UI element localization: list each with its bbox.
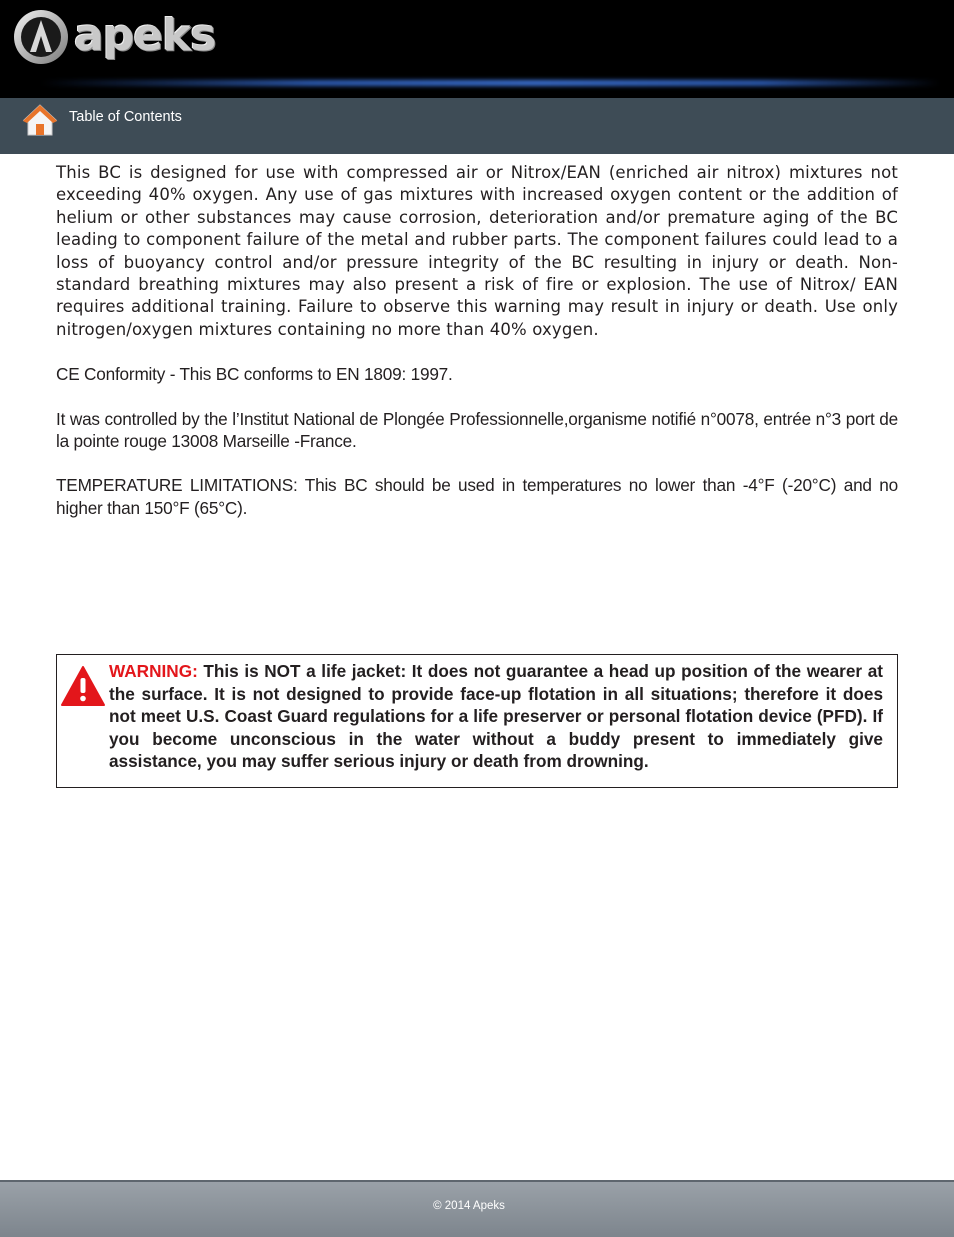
ce-conformity-paragraph: CE Conformity - This BC conforms to EN 1809: 1997.: [56, 364, 453, 385]
main-content: [56, 162, 898, 519]
nitrox-paragraph: This BC is designed for use with compressed air or Nitrox/EAN (enriched air nitrox) mixtures not exceeding 40% oxygen. Any use of gas mixtures with increased oxygen content or the addition of helium or other substances may cause corrosion, deterioration and/or premature aging of the BC leading to component failure of the metal and rubber parts. The component failures could lead to a loss of buoyancy control and/or pressure integrity of the BC resulting in injury or death. Non-standard breathing mixtures may also present a risk of fire or explosion. The use of Nitrox/ EAN requires additional training. Failure to observe this warning may result in injury or death. Use only nitrogen/oxygen mixtures containing no more than 40% oxygen.: [56, 163, 898, 339]
navigation-bar: [0, 98, 954, 154]
controlled-by-paragraph: It was controlled by the l’Institut National de Plongée Professionnelle,organisme notifié n°0078, entrée n°3 port de la pointe rouge 13008 Marseille -France.: [56, 408, 898, 452]
apeks-logo-icon: [12, 8, 70, 66]
warning-text: [109, 660, 883, 773]
table-of-contents-link[interactable]: Table of Contents: [69, 109, 182, 125]
header-glow-line: [40, 80, 940, 86]
temperature-limitations-paragraph: TEMPERATURE LIMITATIONS: This BC should be used in temperatures no lower than -4°F (-20°C) and no higher than 150°F (65°C).: [56, 475, 898, 518]
page-header: [0, 0, 954, 98]
warning-box: [56, 654, 898, 788]
warning-triangle-icon: [60, 665, 106, 707]
brand-wordmark: apeks: [74, 10, 216, 61]
copyright-text: © 2014 Apeks: [433, 1200, 505, 1212]
warning-label: WARNING:: [109, 661, 198, 681]
home-icon[interactable]: [22, 103, 58, 137]
warning-body: This is NOT a life jacket: It does not guarantee a head up position of the wearer at the surface. It is not designed to provide face-up flotation in all situations; therefore it does not meet U.S. Coast Guard regulations for a life preserver or personal flotation device (PFD). If you become unconscious in the water without a buddy present to immediately give assistance, you may suffer serious injury or death from drowning.: [109, 661, 883, 772]
